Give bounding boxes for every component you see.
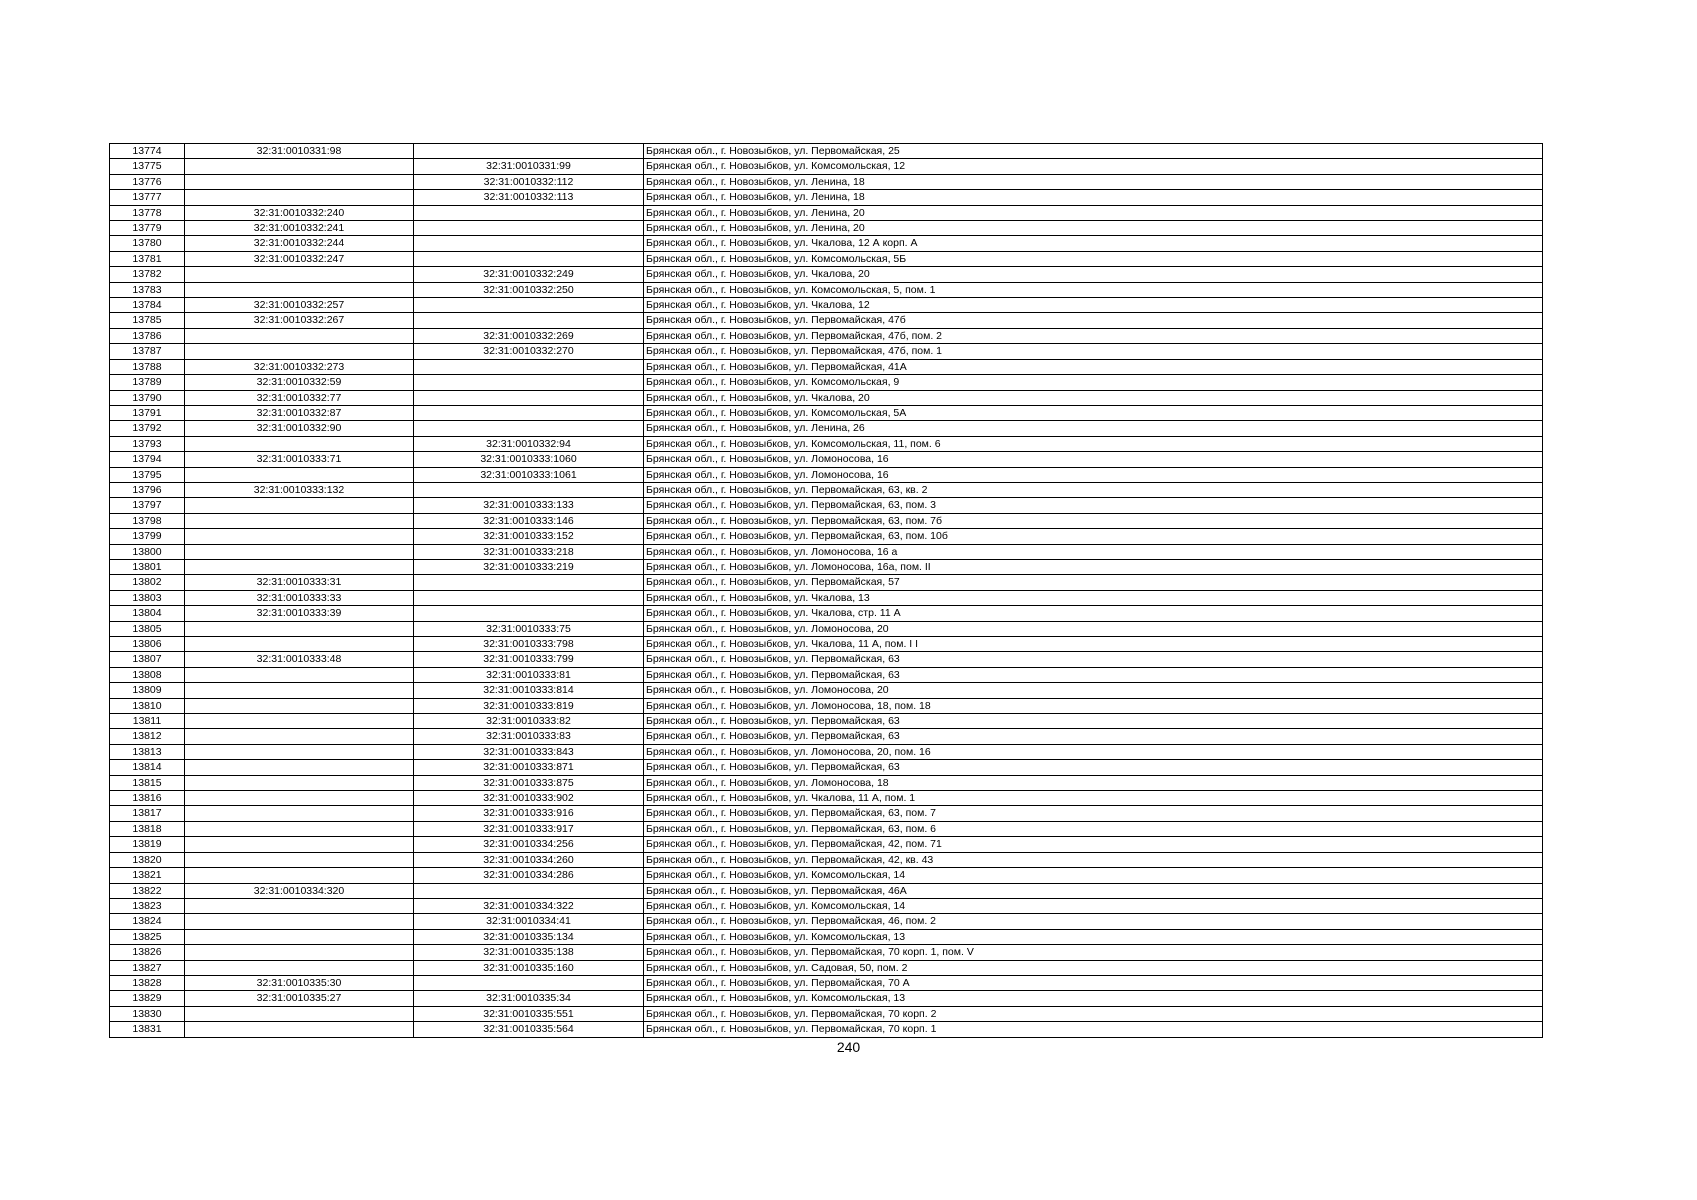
cadastral-number-cell xyxy=(185,1006,414,1021)
cadastral-number-cell: 32:31:0010332:244 xyxy=(185,236,414,251)
row-number-cell: 13825 xyxy=(110,929,185,944)
registry-table-body xyxy=(110,144,1543,1038)
table-row xyxy=(110,205,1543,220)
cadastral-number-cell xyxy=(185,174,414,189)
related-cadastral-number-cell: 32:31:0010333:218 xyxy=(414,544,644,559)
row-number-cell: 13810 xyxy=(110,698,185,713)
row-number-cell: 13818 xyxy=(110,821,185,836)
address-cell: Брянская обл., г. Новозыбков, ул. Первомайская, 70 корп. 2 xyxy=(644,1006,1543,1021)
cadastral-number-cell xyxy=(185,852,414,867)
row-number-cell: 13808 xyxy=(110,667,185,682)
row-number-cell: 13782 xyxy=(110,267,185,282)
related-cadastral-number-cell: 32:31:0010333:875 xyxy=(414,775,644,790)
row-number-cell: 13804 xyxy=(110,606,185,621)
address-cell: Брянская обл., г. Новозыбков, ул. Ломоносова, 18 xyxy=(644,775,1543,790)
related-cadastral-number-cell: 32:31:0010333:219 xyxy=(414,559,644,574)
address-cell: Брянская обл., г. Новозыбков, ул. Комсомольская, 13 xyxy=(644,929,1543,944)
related-cadastral-number-cell: 32:31:0010333:146 xyxy=(414,513,644,528)
address-cell: Брянская обл., г. Новозыбков, ул. Первомайская, 63 xyxy=(644,652,1543,667)
row-number-cell: 13809 xyxy=(110,683,185,698)
related-cadastral-number-cell: 32:31:0010333:843 xyxy=(414,744,644,759)
table-row xyxy=(110,852,1543,867)
cadastral-number-cell: 32:31:0010331:98 xyxy=(185,144,414,159)
row-number-cell: 13789 xyxy=(110,375,185,390)
cadastral-number-cell xyxy=(185,945,414,960)
row-number-cell: 13796 xyxy=(110,482,185,497)
row-number-cell: 13799 xyxy=(110,529,185,544)
cadastral-number-cell xyxy=(185,898,414,913)
related-cadastral-number-cell: 32:31:0010333:916 xyxy=(414,806,644,821)
address-cell: Брянская обл., г. Новозыбков, ул. Комсомольская, 11, пом. 6 xyxy=(644,436,1543,451)
row-number-cell: 13827 xyxy=(110,960,185,975)
address-cell: Брянская обл., г. Новозыбков, ул. Комсомольская, 14 xyxy=(644,868,1543,883)
table-row xyxy=(110,1022,1543,1037)
cadastral-number-cell: 32:31:0010333:71 xyxy=(185,452,414,467)
address-cell: Брянская обл., г. Новозыбков, ул. Ленина, 26 xyxy=(644,421,1543,436)
related-cadastral-number-cell: 32:31:0010332:250 xyxy=(414,282,644,297)
related-cadastral-number-cell xyxy=(414,575,644,590)
cadastral-number-cell xyxy=(185,791,414,806)
row-number-cell: 13816 xyxy=(110,791,185,806)
cadastral-number-cell: 32:31:0010332:77 xyxy=(185,390,414,405)
cadastral-number-cell xyxy=(185,914,414,929)
cadastral-number-cell xyxy=(185,714,414,729)
related-cadastral-number-cell: 32:31:0010335:564 xyxy=(414,1022,644,1037)
address-cell: Брянская обл., г. Новозыбков, ул. Первомайская, 70 корп. 1 xyxy=(644,1022,1543,1037)
registry-table xyxy=(109,143,1543,1038)
related-cadastral-number-cell: 32:31:0010334:322 xyxy=(414,898,644,913)
table-row xyxy=(110,868,1543,883)
row-number-cell: 13826 xyxy=(110,945,185,960)
address-cell: Брянская обл., г. Новозыбков, ул. Первомайская, 46, пом. 2 xyxy=(644,914,1543,929)
table-row xyxy=(110,744,1543,759)
table-row xyxy=(110,498,1543,513)
address-cell: Брянская обл., г. Новозыбков, ул. Комсомольская, 5, пом. 1 xyxy=(644,282,1543,297)
address-cell: Брянская обл., г. Новозыбков, ул. Первомайская, 47б, пом. 2 xyxy=(644,328,1543,343)
table-row xyxy=(110,375,1543,390)
table-row xyxy=(110,914,1543,929)
address-cell: Брянская обл., г. Новозыбков, ул. Комсомольская, 13 xyxy=(644,991,1543,1006)
cadastral-number-cell xyxy=(185,267,414,282)
address-cell: Брянская обл., г. Новозыбков, ул. Чкалова, 20 xyxy=(644,267,1543,282)
table-row xyxy=(110,698,1543,713)
cadastral-number-cell: 32:31:0010333:48 xyxy=(185,652,414,667)
address-cell: Брянская обл., г. Новозыбков, ул. Ломоносова, 20 xyxy=(644,683,1543,698)
cadastral-number-cell xyxy=(185,960,414,975)
related-cadastral-number-cell: 32:31:0010333:133 xyxy=(414,498,644,513)
row-number-cell: 13806 xyxy=(110,637,185,652)
related-cadastral-number-cell xyxy=(414,251,644,266)
row-number-cell: 13812 xyxy=(110,729,185,744)
cadastral-number-cell xyxy=(185,729,414,744)
cadastral-number-cell xyxy=(185,806,414,821)
table-row xyxy=(110,298,1543,313)
related-cadastral-number-cell xyxy=(414,221,644,236)
row-number-cell: 13779 xyxy=(110,221,185,236)
cadastral-number-cell: 32:31:0010332:59 xyxy=(185,375,414,390)
related-cadastral-number-cell: 32:31:0010333:902 xyxy=(414,791,644,806)
table-row xyxy=(110,482,1543,497)
address-cell: Брянская обл., г. Новозыбков, ул. Первомайская, 63, пом. 10б xyxy=(644,529,1543,544)
cadastral-number-cell xyxy=(185,698,414,713)
table-row xyxy=(110,529,1543,544)
address-cell: Брянская обл., г. Новозыбков, ул. Ломоносова, 16а, пом. II xyxy=(644,559,1543,574)
row-number-cell: 13783 xyxy=(110,282,185,297)
related-cadastral-number-cell xyxy=(414,606,644,621)
row-number-cell: 13800 xyxy=(110,544,185,559)
address-cell: Брянская обл., г. Новозыбков, ул. Первомайская, 63 xyxy=(644,729,1543,744)
cadastral-number-cell: 32:31:0010332:247 xyxy=(185,251,414,266)
related-cadastral-number-cell: 32:31:0010333:82 xyxy=(414,714,644,729)
related-cadastral-number-cell: 32:31:0010335:138 xyxy=(414,945,644,960)
row-number-cell: 13819 xyxy=(110,837,185,852)
table-row xyxy=(110,159,1543,174)
address-cell: Брянская обл., г. Новозыбков, ул. Чкалова, 11 А, пом. 1 xyxy=(644,791,1543,806)
related-cadastral-number-cell xyxy=(414,359,644,374)
row-number-cell: 13785 xyxy=(110,313,185,328)
cadastral-number-cell xyxy=(185,637,414,652)
related-cadastral-number-cell: 32:31:0010334:260 xyxy=(414,852,644,867)
cadastral-number-cell xyxy=(185,775,414,790)
cadastral-number-cell xyxy=(185,467,414,482)
row-number-cell: 13831 xyxy=(110,1022,185,1037)
related-cadastral-number-cell: 32:31:0010331:99 xyxy=(414,159,644,174)
table-row xyxy=(110,190,1543,205)
address-cell: Брянская обл., г. Новозыбков, ул. Чкалова, 20 xyxy=(644,390,1543,405)
row-number-cell: 13807 xyxy=(110,652,185,667)
row-number-cell: 13814 xyxy=(110,760,185,775)
row-number-cell: 13784 xyxy=(110,298,185,313)
address-cell: Брянская обл., г. Новозыбков, ул. Чкалова, стр. 11 А xyxy=(644,606,1543,621)
cadastral-number-cell: 32:31:0010332:241 xyxy=(185,221,414,236)
cadastral-number-cell xyxy=(185,559,414,574)
address-cell: Брянская обл., г. Новозыбков, ул. Первомайская, 47б, пом. 1 xyxy=(644,344,1543,359)
address-cell: Брянская обл., г. Новозыбков, ул. Ленина, 20 xyxy=(644,221,1543,236)
table-row xyxy=(110,652,1543,667)
related-cadastral-number-cell: 32:31:0010335:551 xyxy=(414,1006,644,1021)
row-number-cell: 13791 xyxy=(110,405,185,420)
cadastral-number-cell: 32:31:0010332:90 xyxy=(185,421,414,436)
address-cell: Брянская обл., г. Новозыбков, ул. Первомайская, 63 xyxy=(644,667,1543,682)
table-row xyxy=(110,837,1543,852)
row-number-cell: 13797 xyxy=(110,498,185,513)
table-row xyxy=(110,421,1543,436)
table-row xyxy=(110,821,1543,836)
table-row xyxy=(110,590,1543,605)
cadastral-number-cell xyxy=(185,513,414,528)
related-cadastral-number-cell: 32:31:0010333:917 xyxy=(414,821,644,836)
row-number-cell: 13815 xyxy=(110,775,185,790)
row-number-cell: 13830 xyxy=(110,1006,185,1021)
address-cell: Брянская обл., г. Новозыбков, ул. Первомайская, 63 xyxy=(644,714,1543,729)
table-row xyxy=(110,174,1543,189)
row-number-cell: 13811 xyxy=(110,714,185,729)
table-row xyxy=(110,1006,1543,1021)
address-cell: Брянская обл., г. Новозыбков, ул. Ленина, 18 xyxy=(644,190,1543,205)
table-row xyxy=(110,282,1543,297)
related-cadastral-number-cell xyxy=(414,375,644,390)
table-row xyxy=(110,236,1543,251)
address-cell: Брянская обл., г. Новозыбков, ул. Первомайская, 47б xyxy=(644,313,1543,328)
row-number-cell: 13778 xyxy=(110,205,185,220)
address-cell: Брянская обл., г. Новозыбков, ул. Чкалова, 12 А корп. А xyxy=(644,236,1543,251)
table-row xyxy=(110,806,1543,821)
table-row xyxy=(110,267,1543,282)
table-row xyxy=(110,683,1543,698)
address-cell: Брянская обл., г. Новозыбков, ул. Первомайская, 70 корп. 1, пом. V xyxy=(644,945,1543,960)
address-cell: Брянская обл., г. Новозыбков, ул. Первомайская, 63, пом. 7б xyxy=(644,513,1543,528)
table-row xyxy=(110,405,1543,420)
cadastral-number-cell: 32:31:0010332:257 xyxy=(185,298,414,313)
address-cell: Брянская обл., г. Новозыбков, ул. Ломоносова, 18, пом. 18 xyxy=(644,698,1543,713)
related-cadastral-number-cell xyxy=(414,405,644,420)
related-cadastral-number-cell: 32:31:0010333:798 xyxy=(414,637,644,652)
table-row xyxy=(110,775,1543,790)
cadastral-number-cell xyxy=(185,344,414,359)
row-number-cell: 13774 xyxy=(110,144,185,159)
row-number-cell: 13822 xyxy=(110,883,185,898)
table-row xyxy=(110,606,1543,621)
address-cell: Брянская обл., г. Новозыбков, ул. Ленина, 18 xyxy=(644,174,1543,189)
related-cadastral-number-cell: 32:31:0010333:819 xyxy=(414,698,644,713)
related-cadastral-number-cell: 32:31:0010333:81 xyxy=(414,667,644,682)
table-row xyxy=(110,637,1543,652)
table-row xyxy=(110,729,1543,744)
row-number-cell: 13803 xyxy=(110,590,185,605)
table-row xyxy=(110,898,1543,913)
related-cadastral-number-cell xyxy=(414,883,644,898)
cadastral-number-cell: 32:31:0010333:31 xyxy=(185,575,414,590)
cadastral-number-cell xyxy=(185,868,414,883)
related-cadastral-number-cell xyxy=(414,482,644,497)
row-number-cell: 13795 xyxy=(110,467,185,482)
related-cadastral-number-cell xyxy=(414,298,644,313)
cadastral-number-cell xyxy=(185,667,414,682)
table-row xyxy=(110,945,1543,960)
row-number-cell: 13776 xyxy=(110,174,185,189)
table-row xyxy=(110,313,1543,328)
address-cell: Брянская обл., г. Новозыбков, ул. Первомайская, 70 А xyxy=(644,975,1543,990)
related-cadastral-number-cell: 32:31:0010333:871 xyxy=(414,760,644,775)
related-cadastral-number-cell: 32:31:0010332:112 xyxy=(414,174,644,189)
row-number-cell: 13780 xyxy=(110,236,185,251)
address-cell: Брянская обл., г. Новозыбков, ул. Первомайская, 63, пом. 3 xyxy=(644,498,1543,513)
related-cadastral-number-cell xyxy=(414,313,644,328)
table-row xyxy=(110,390,1543,405)
table-row xyxy=(110,791,1543,806)
cadastral-number-cell: 32:31:0010332:273 xyxy=(185,359,414,374)
related-cadastral-number-cell: 32:31:0010333:814 xyxy=(414,683,644,698)
cadastral-number-cell: 32:31:0010333:132 xyxy=(185,482,414,497)
address-cell: Брянская обл., г. Новозыбков, ул. Первомайская, 63 xyxy=(644,760,1543,775)
related-cadastral-number-cell: 32:31:0010334:286 xyxy=(414,868,644,883)
address-cell: Брянская обл., г. Новозыбков, ул. Садовая, 50, пом. 2 xyxy=(644,960,1543,975)
related-cadastral-number-cell: 32:31:0010333:1060 xyxy=(414,452,644,467)
table-row xyxy=(110,621,1543,636)
table-row xyxy=(110,575,1543,590)
row-number-cell: 13794 xyxy=(110,452,185,467)
related-cadastral-number-cell: 32:31:0010334:256 xyxy=(414,837,644,852)
row-number-cell: 13792 xyxy=(110,421,185,436)
related-cadastral-number-cell: 32:31:0010333:152 xyxy=(414,529,644,544)
cadastral-number-cell: 32:31:0010335:30 xyxy=(185,975,414,990)
cadastral-number-cell: 32:31:0010332:267 xyxy=(185,313,414,328)
row-number-cell: 13788 xyxy=(110,359,185,374)
address-cell: Брянская обл., г. Новозыбков, ул. Первомайская, 63, кв. 2 xyxy=(644,482,1543,497)
related-cadastral-number-cell: 32:31:0010334:41 xyxy=(414,914,644,929)
related-cadastral-number-cell xyxy=(414,236,644,251)
table-row xyxy=(110,714,1543,729)
related-cadastral-number-cell xyxy=(414,590,644,605)
row-number-cell: 13798 xyxy=(110,513,185,528)
table-row xyxy=(110,960,1543,975)
related-cadastral-number-cell xyxy=(414,205,644,220)
address-cell: Брянская обл., г. Новозыбков, ул. Чкалова, 13 xyxy=(644,590,1543,605)
related-cadastral-number-cell: 32:31:0010333:83 xyxy=(414,729,644,744)
table-row xyxy=(110,760,1543,775)
table-row xyxy=(110,883,1543,898)
address-cell: Брянская обл., г. Новозыбков, ул. Первомайская, 42, пом. 71 xyxy=(644,837,1543,852)
address-cell: Брянская обл., г. Новозыбков, ул. Первомайская, 25 xyxy=(644,144,1543,159)
related-cadastral-number-cell: 32:31:0010332:249 xyxy=(414,267,644,282)
row-number-cell: 13820 xyxy=(110,852,185,867)
row-number-cell: 13805 xyxy=(110,621,185,636)
table-row xyxy=(110,559,1543,574)
address-cell: Брянская обл., г. Новозыбков, ул. Первомайская, 46А xyxy=(644,883,1543,898)
row-number-cell: 13802 xyxy=(110,575,185,590)
related-cadastral-number-cell xyxy=(414,144,644,159)
table-row xyxy=(110,991,1543,1006)
cadastral-number-cell: 32:31:0010332:87 xyxy=(185,405,414,420)
table-row xyxy=(110,251,1543,266)
related-cadastral-number-cell: 32:31:0010335:160 xyxy=(414,960,644,975)
cadastral-number-cell xyxy=(185,821,414,836)
cadastral-number-cell xyxy=(185,683,414,698)
cadastral-number-cell: 32:31:0010333:39 xyxy=(185,606,414,621)
table-row xyxy=(110,667,1543,682)
address-cell: Брянская обл., г. Новозыбков, ул. Первомайская, 63, пом. 6 xyxy=(644,821,1543,836)
address-cell: Брянская обл., г. Новозыбков, ул. Ломоносова, 20 xyxy=(644,621,1543,636)
related-cadastral-number-cell xyxy=(414,975,644,990)
cadastral-number-cell xyxy=(185,621,414,636)
row-number-cell: 13829 xyxy=(110,991,185,1006)
address-cell: Брянская обл., г. Новозыбков, ул. Чкалова, 11 А, пом. I I xyxy=(644,637,1543,652)
row-number-cell: 13777 xyxy=(110,190,185,205)
address-cell: Брянская обл., г. Новозыбков, ул. Первомайская, 42, кв. 43 xyxy=(644,852,1543,867)
related-cadastral-number-cell: 32:31:0010333:1061 xyxy=(414,467,644,482)
address-cell: Брянская обл., г. Новозыбков, ул. Комсомольская, 9 xyxy=(644,375,1543,390)
row-number-cell: 13801 xyxy=(110,559,185,574)
related-cadastral-number-cell: 32:31:0010335:134 xyxy=(414,929,644,944)
row-number-cell: 13790 xyxy=(110,390,185,405)
table-row xyxy=(110,144,1543,159)
address-cell: Брянская обл., г. Новозыбков, ул. Ломоносова, 16 а xyxy=(644,544,1543,559)
table-row xyxy=(110,467,1543,482)
table-row xyxy=(110,513,1543,528)
table-row xyxy=(110,436,1543,451)
cadastral-number-cell xyxy=(185,544,414,559)
address-cell: Брянская обл., г. Новозыбков, ул. Ломоносова, 16 xyxy=(644,467,1543,482)
table-row xyxy=(110,544,1543,559)
cadastral-number-cell: 32:31:0010334:320 xyxy=(185,883,414,898)
cadastral-number-cell: 32:31:0010333:33 xyxy=(185,590,414,605)
related-cadastral-number-cell: 32:31:0010335:34 xyxy=(414,991,644,1006)
table-row xyxy=(110,221,1543,236)
cadastral-number-cell xyxy=(185,837,414,852)
cadastral-number-cell xyxy=(185,744,414,759)
related-cadastral-number-cell xyxy=(414,421,644,436)
table-row xyxy=(110,452,1543,467)
row-number-cell: 13793 xyxy=(110,436,185,451)
cadastral-number-cell xyxy=(185,1022,414,1037)
row-number-cell: 13828 xyxy=(110,975,185,990)
address-cell: Брянская обл., г. Новозыбков, ул. Ломоносова, 16 xyxy=(644,452,1543,467)
address-cell: Брянская обл., г. Новозыбков, ул. Ломоносова, 20, пом. 16 xyxy=(644,744,1543,759)
cadastral-number-cell xyxy=(185,760,414,775)
row-number-cell: 13821 xyxy=(110,868,185,883)
table-row xyxy=(110,344,1543,359)
row-number-cell: 13813 xyxy=(110,744,185,759)
cadastral-number-cell xyxy=(185,328,414,343)
related-cadastral-number-cell: 32:31:0010332:269 xyxy=(414,328,644,343)
cadastral-number-cell xyxy=(185,929,414,944)
address-cell: Брянская обл., г. Новозыбков, ул. Комсомольская, 12 xyxy=(644,159,1543,174)
related-cadastral-number-cell xyxy=(414,390,644,405)
row-number-cell: 13824 xyxy=(110,914,185,929)
table-row xyxy=(110,359,1543,374)
row-number-cell: 13817 xyxy=(110,806,185,821)
cadastral-number-cell xyxy=(185,436,414,451)
address-cell: Брянская обл., г. Новозыбков, ул. Чкалова, 12 xyxy=(644,298,1543,313)
address-cell: Брянская обл., г. Новозыбков, ул. Комсомольская, 5А xyxy=(644,405,1543,420)
table-row xyxy=(110,328,1543,343)
cadastral-number-cell: 32:31:0010335:27 xyxy=(185,991,414,1006)
related-cadastral-number-cell: 32:31:0010332:270 xyxy=(414,344,644,359)
cadastral-number-cell xyxy=(185,529,414,544)
related-cadastral-number-cell: 32:31:0010332:94 xyxy=(414,436,644,451)
page-number: 240 xyxy=(836,1039,861,1055)
row-number-cell: 13775 xyxy=(110,159,185,174)
address-cell: Брянская обл., г. Новозыбков, ул. Первомайская, 63, пом. 7 xyxy=(644,806,1543,821)
address-cell: Брянская обл., г. Новозыбков, ул. Комсомольская, 14 xyxy=(644,898,1543,913)
cadastral-number-cell: 32:31:0010332:240 xyxy=(185,205,414,220)
address-cell: Брянская обл., г. Новозыбков, ул. Первомайская, 57 xyxy=(644,575,1543,590)
related-cadastral-number-cell: 32:31:0010332:113 xyxy=(414,190,644,205)
row-number-cell: 13787 xyxy=(110,344,185,359)
cadastral-number-cell xyxy=(185,190,414,205)
cadastral-number-cell xyxy=(185,282,414,297)
address-cell: Брянская обл., г. Новозыбков, ул. Первомайская, 41А xyxy=(644,359,1543,374)
cadastral-number-cell xyxy=(185,498,414,513)
row-number-cell: 13823 xyxy=(110,898,185,913)
address-cell: Брянская обл., г. Новозыбков, ул. Комсомольская, 5Б xyxy=(644,251,1543,266)
related-cadastral-number-cell: 32:31:0010333:799 xyxy=(414,652,644,667)
row-number-cell: 13786 xyxy=(110,328,185,343)
row-number-cell: 13781 xyxy=(110,251,185,266)
table-row xyxy=(110,929,1543,944)
address-cell: Брянская обл., г. Новозыбков, ул. Ленина, 20 xyxy=(644,205,1543,220)
cadastral-number-cell xyxy=(185,159,414,174)
table-row xyxy=(110,975,1543,990)
related-cadastral-number-cell: 32:31:0010333:75 xyxy=(414,621,644,636)
